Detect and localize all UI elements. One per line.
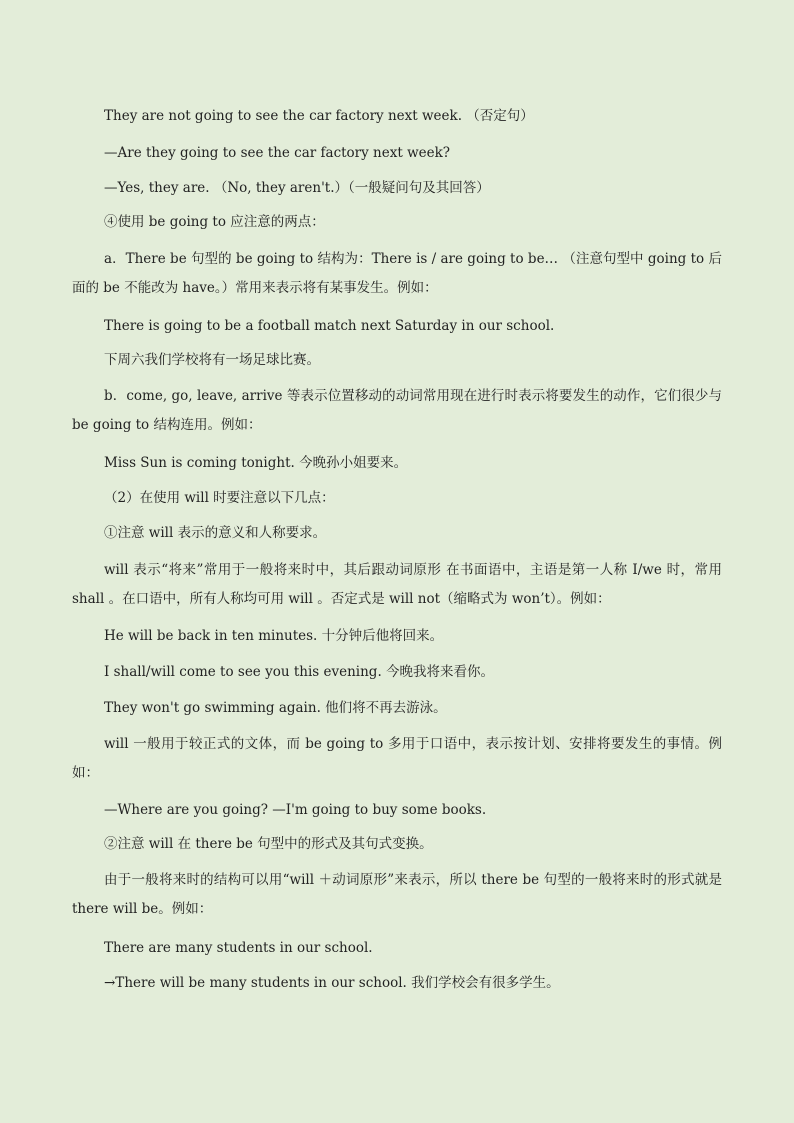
text-line: He will be back in ten minutes. 十分钟后他将回来。 [104,628,444,644]
text-line: There are many students in our school. [104,940,373,956]
text-line: They won't go swimming again. 他们将不再去游泳。 [104,700,447,716]
text-line: There is going to be a football match next Saturday in our school. [104,318,555,334]
text-line: （2）在使用 will 时要注意以下几点： [104,490,335,506]
text-line: —Are they going to see the car factory next week? [104,145,451,161]
text-paragraph: b．come, go, leave, arrive 等表示位置移动的动词常用现在进行时表示将要发生的动作，它们很少与 be going to 结构连用。例如： [72,388,722,433]
text-line: 下周六我们学校将有一场足球比赛。 [104,352,320,368]
text-paragraph: a．There be 句型的 be going to 结构为：There is / are going to be… （注意句型中 going to 后面的 be 不能改为 have。）常用来表示将有某事发生。例如： [72,251,722,296]
text-line: ②注意 will 在 there be 句型中的形式及其句式变换。 [104,836,433,852]
text-line: ④使用 be going to 应注意的两点： [104,214,325,230]
text-line: They are not going to see the car factory next week. （否定句） [104,108,534,124]
text-paragraph: will 表示“将来”常用于一般将来时中，其后跟动词原形 在书面语中，主语是第一人称 I/we 时，常用 shall 。在口语中，所有人称均可用 will 。否定式是 will not（缩略式为 won’t）。例如： [72,562,722,607]
text-paragraph: will 一般用于较正式的文体，而 be going to 多用于口语中，表示按计划、安排将要发生的事情。例如： [72,736,722,781]
text-line: I shall/will come to see you this evening. 今晚我将来看你。 [104,664,495,680]
text-line: Miss Sun is coming tonight. 今晚孙小姐要来。 [104,455,408,471]
text-line: —Where are you going? —I'm going to buy some books. [104,802,487,818]
text-paragraph: 由于一般将来时的结构可以用“will ＋动词原形”来表示，所以 there be 句型的一般将来时的形式就是 there will be。例如： [72,872,722,917]
text-line: —Yes, they are. （No, they aren't.）（一般疑问句及其回答） [104,180,490,196]
text-line: →There will be many students in our school. 我们学校会有很多学生。 [104,975,560,991]
text-line: ①注意 will 表示的意义和人称要求。 [104,525,327,541]
